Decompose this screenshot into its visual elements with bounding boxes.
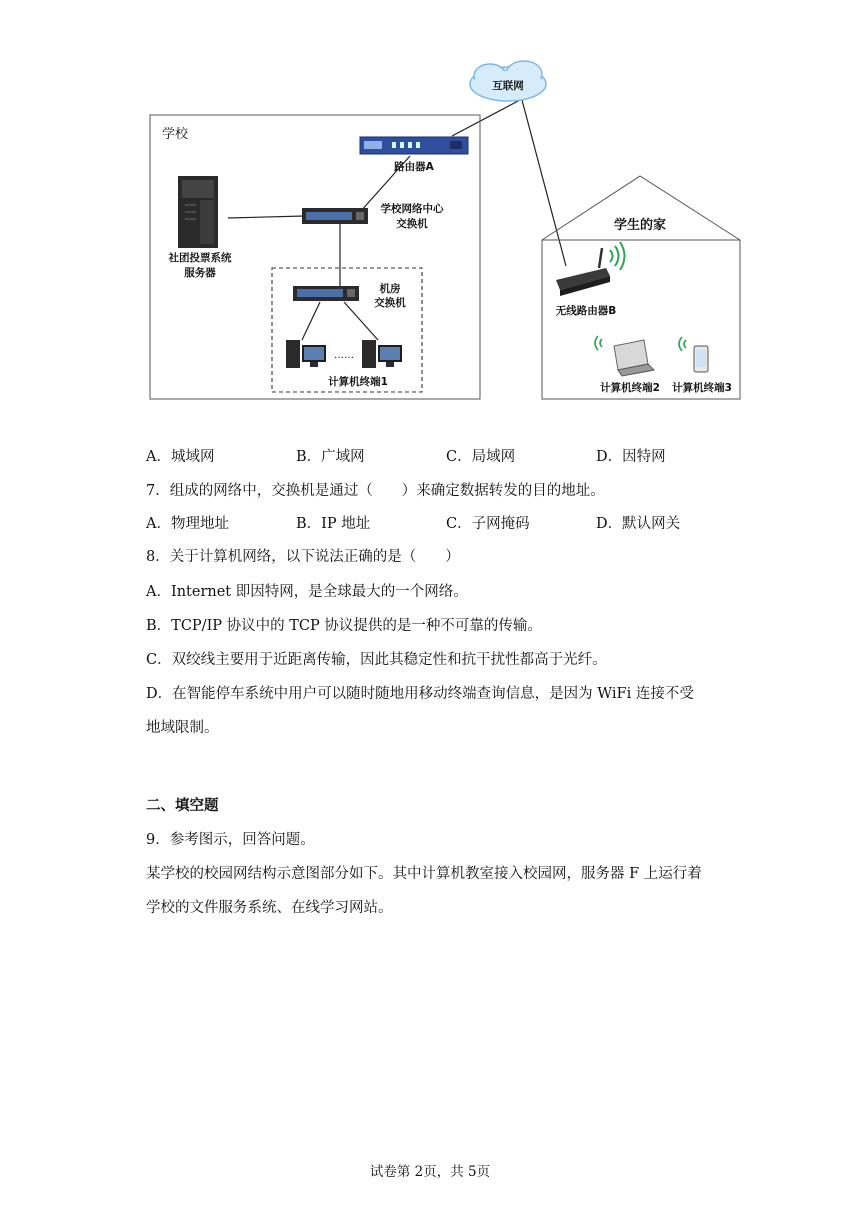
terminal1-label: 计算机终端1 xyxy=(328,376,388,388)
q9-stem: 9．参考图示，回答问题。 xyxy=(146,832,315,848)
link-lab-switch-pc-left xyxy=(302,302,320,340)
q8-option-a[interactable]: A．Internet 即因特网，是全球最大的一个网络。 xyxy=(146,584,468,600)
q7-option-b[interactable]: B．IP 地址 xyxy=(296,516,371,532)
desktop-pc-icon xyxy=(362,340,402,368)
q9-paragraph-line-2: 学校的文件服务系统、在线学习网站。 xyxy=(146,900,393,916)
home-boundary xyxy=(542,240,740,399)
q6-option-d[interactable]: D．因特网 xyxy=(596,449,666,465)
q8-option-d-continued: 地域限制。 xyxy=(146,720,219,736)
lab-switch-label-2: 交换机 xyxy=(374,297,406,309)
smartphone-icon xyxy=(694,346,708,372)
terminal2-label: 计算机终端2 xyxy=(600,382,660,394)
wireless-router-icon xyxy=(556,248,610,296)
link-lab-switch-pc-right xyxy=(344,302,378,340)
school-label: 学校 xyxy=(162,127,189,142)
q7-option-c[interactable]: C．子网掩码 xyxy=(446,516,530,532)
q8-option-b[interactable]: B．TCP/IP 协议中的 TCP 协议提供的是一种不可靠的传输。 xyxy=(146,618,542,634)
laptop-icon xyxy=(614,340,654,376)
q6-option-a[interactable]: A．城域网 xyxy=(146,449,215,465)
q6-option-b[interactable]: B．广域网 xyxy=(296,449,365,465)
router-a-label: 路由器A xyxy=(394,161,434,173)
router-b-label: 无线路由器B xyxy=(555,305,617,317)
network-diagram xyxy=(0,0,860,410)
q8-option-c[interactable]: C．双绞线主要用于近距离传输，因此其稳定性和抗干扰性都高于光纤。 xyxy=(146,652,607,668)
q8-option-d[interactable]: D．在智能停车系统中用户可以随时随地用移动终端查询信息，是因为 WiFi 连接不受 xyxy=(146,686,694,702)
link-internet-router-b xyxy=(522,100,566,266)
server-label-2: 服务器 xyxy=(184,267,216,279)
server-icon xyxy=(178,176,218,248)
core-switch-label-1: 学校网络中心 xyxy=(380,203,444,215)
internet-label: 互联网 xyxy=(492,80,524,92)
terminal3-label: 计算机终端3 xyxy=(672,382,732,394)
q8-stem: 8．关于计算机网络，以下说法正确的是（ ） xyxy=(146,549,460,565)
core-switch-label-2: 交换机 xyxy=(396,218,428,230)
wifi-signal-icon xyxy=(610,242,625,270)
home-label: 学生的家 xyxy=(613,218,667,233)
lab-switch-label-1: 机房 xyxy=(379,283,401,295)
q7-option-a[interactable]: A．物理地址 xyxy=(146,516,229,532)
q7-stem: 7．组成的网络中，交换机是通过（ ）来确定数据转发的目的地址。 xyxy=(146,483,605,499)
section-title: 二、填空题 xyxy=(146,797,219,814)
router-a-icon xyxy=(360,137,468,154)
server-label-1: 社团投票系统 xyxy=(168,252,232,264)
link-server-core-switch xyxy=(228,216,304,218)
lab-switch-icon xyxy=(293,286,359,301)
page-footer: 试卷第 2页，共 5页 xyxy=(369,1164,491,1180)
q7-option-d[interactable]: D．默认网关 xyxy=(596,516,681,532)
core-switch-icon xyxy=(302,208,368,224)
q9-paragraph-line-1: 某学校的校园网结构示意图部分如下。其中计算机教室接入校园网，服务器 F 上运行着 xyxy=(146,866,702,882)
pc-ellipsis: …… xyxy=(334,350,354,361)
link-internet-router-a xyxy=(452,100,520,136)
desktop-pc-icon xyxy=(286,340,326,368)
q6-option-c[interactable]: C．局域网 xyxy=(446,449,516,465)
wifi-signal-icon xyxy=(595,336,602,350)
wifi-signal-icon xyxy=(679,337,686,351)
